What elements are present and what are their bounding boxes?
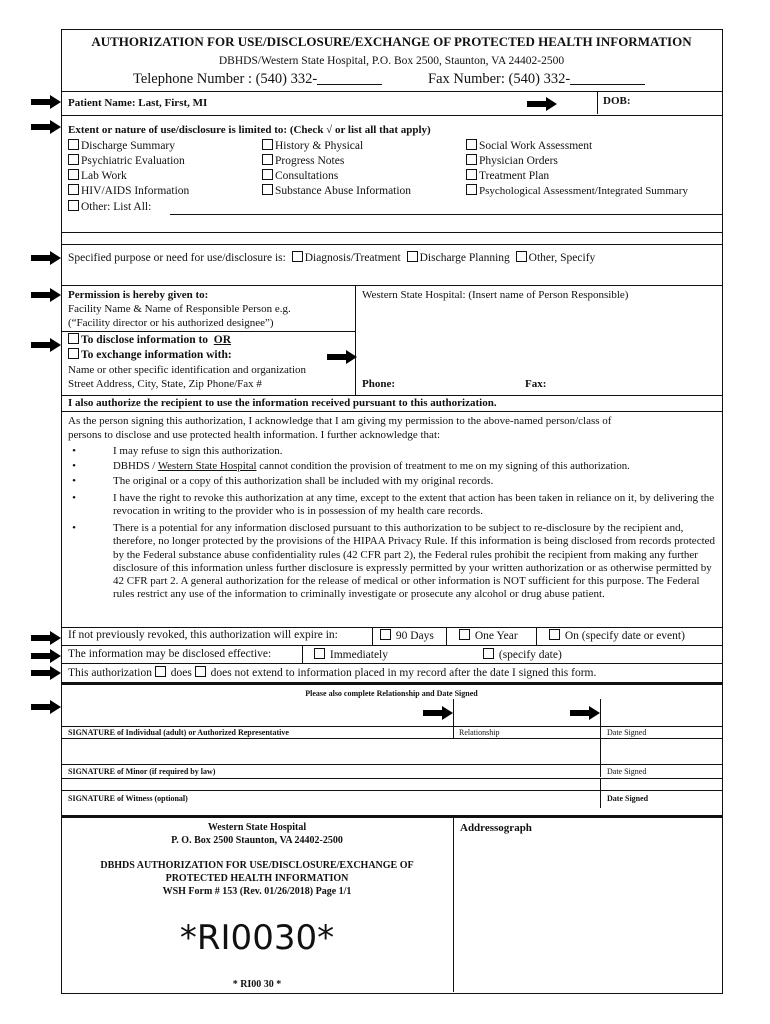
arrow-icon	[31, 251, 61, 265]
header-address: DBHDS/Western State Hospital, P.O. Box 2500, Staunton, VA 24402-2500	[218, 55, 565, 67]
checkbox-lab-work[interactable]: Lab Work	[68, 169, 127, 182]
arrow-icon	[31, 95, 61, 109]
extent-heading: Extent or nature of use/disclosure is limited to: (Check √ or list all that apply)	[68, 124, 431, 136]
checkbox-on-date[interactable]: On (specify date or event)	[549, 629, 685, 642]
bullet: •	[72, 522, 76, 534]
checkbox-does[interactable]: does	[155, 667, 192, 679]
arrow-icon	[423, 706, 453, 720]
signature-minor-label: SIGNATURE of Minor (if required by law)	[68, 767, 216, 776]
fax-label-2: Fax:	[525, 378, 547, 390]
checkbox-history-physical[interactable]: History & Physical	[262, 139, 363, 152]
ack-intro-1: As the person signing this authorization, I acknowledge that I am giving my permission to the above-named person/class of	[68, 415, 612, 427]
ack-bullet-5: There is a potential for any information disclosed pursuant to this authorization to be subject to re-disclosure by the recipient and, therefore, no longer protected by the provisions of the HIPAA Privacy Rule. If this information is being disclosed from records protected by the Federal substance abuse confidentiality rules (42 CFR part 2), the Federal rules prohibit the recipient from making any further disclosure of this information unless further disclosure is expressly permitted by your written authorization or as otherwise permitted by 42 CFR part 2. A general authorization for the release of medical or other information is NOT sufficient for this purpose. The Federal rules restrict any use of the information to criminally investigate or prosecute any alcohol or drug abuse patient.	[113, 522, 716, 601]
fax-label: Fax Number: (540) 332-	[428, 70, 645, 88]
checkbox-discharge-planning[interactable]: Discharge Planning	[404, 252, 510, 264]
patient-name-label: Patient Name: Last, First, MI	[68, 97, 208, 109]
arrow-icon	[570, 706, 600, 720]
checkbox-diagnosis[interactable]: Diagnosis/Treatment	[289, 252, 401, 264]
effective-label: The information may be disclosed effective:	[68, 648, 272, 660]
ack-bullet-3: The original or a copy of this authorization shall be included with my original records.	[113, 475, 494, 487]
footer-form-id: WSH Form # 153 (Rev. 01/26/2018) Page 1/1	[162, 886, 352, 897]
bullet: •	[72, 445, 76, 457]
relationship-label: Relationship	[459, 728, 500, 737]
checkbox-hiv-aids[interactable]: HIV/AIDS Information	[68, 184, 189, 197]
footer-hospital: Western State Hospital	[207, 822, 307, 833]
checkbox-90-days[interactable]: 90 Days	[380, 629, 434, 642]
phone-label: Phone:	[362, 378, 395, 390]
barcode-code: * RI00 30 *	[232, 979, 282, 990]
checkbox-other-specify[interactable]: Other, Specify	[513, 252, 596, 264]
signature-witness-label: SIGNATURE of Witness (optional)	[68, 794, 188, 803]
permission-line1: Facility Name & Name of Responsible Person e.g.	[68, 303, 291, 315]
checkbox-psychiatric-evaluation[interactable]: Psychiatric Evaluation	[68, 154, 185, 167]
checkbox-does-not[interactable]: does not extend to information placed in my record after the date I signed this form.	[195, 667, 597, 679]
footer-pobox: P. O. Box 2500 Staunton, VA 24402-2500	[171, 835, 343, 846]
checkbox-one-year[interactable]: One Year	[459, 629, 518, 642]
permission-heading: Permission is hereby given to:	[68, 289, 209, 301]
checkbox-substance-abuse[interactable]: Substance Abuse Information	[262, 184, 411, 197]
ack-intro-2: persons to disclose and use protected health information. I further acknowledge that:	[68, 429, 441, 441]
addressograph-label: Addressograph	[460, 822, 532, 834]
fax-field[interactable]	[570, 70, 645, 85]
barcode-text: *RI0030*	[179, 918, 335, 958]
signature-witness-field[interactable]	[61, 790, 722, 791]
ack-bullet-2: DBHDS / Western State Hospital cannot condition the provision of treatment to me on my signing of this authorization.	[113, 460, 630, 472]
extend-row: This authorization does does not extend to information placed in my record after the date I signed this form.	[68, 667, 597, 679]
date-signed-label: Date Signed	[607, 728, 647, 737]
checkbox-consultations[interactable]: Consultations	[262, 169, 338, 182]
other-list-field[interactable]	[170, 214, 722, 215]
arrow-icon	[327, 350, 357, 364]
checkbox-psychological-assessment[interactable]: Psychological Assessment/Integrated Summary	[466, 184, 688, 197]
checkbox-specify-date[interactable]: (specify date)	[483, 648, 562, 661]
signature-minor-field[interactable]	[61, 764, 722, 765]
arrow-icon	[31, 631, 61, 645]
arrow-icon	[31, 649, 61, 663]
bullet: •	[72, 492, 76, 504]
checkbox-treatment-plan[interactable]: Treatment Plan	[466, 169, 549, 182]
arrow-icon	[31, 666, 61, 680]
also-authorize: I also authorize the recipient to use the information received pursuant to this authorization.	[68, 397, 497, 409]
arrow-icon	[31, 120, 61, 134]
telephone-field[interactable]	[317, 70, 382, 85]
date-signed-label: Date Signed	[607, 794, 649, 803]
form-title: AUTHORIZATION FOR USE/DISCLOSURE/EXCHANGE OF PROTECTED HEALTH INFORMATION	[91, 34, 692, 49]
checkbox-immediately[interactable]: Immediately	[314, 648, 388, 661]
ack-bullet-1: I may refuse to sign this authorization.	[113, 445, 283, 457]
checkbox-progress-notes[interactable]: Progress Notes	[262, 154, 344, 167]
checkbox-other[interactable]: Other: List All:	[68, 200, 151, 213]
footer-form-title-2: PROTECTED HEALTH INFORMATION	[165, 873, 349, 884]
date-signed-label: Date Signed	[607, 767, 647, 776]
permission-right: Western State Hospital: (Insert name of Person Responsible)	[362, 289, 629, 301]
checkbox-discharge-summary[interactable]: Discharge Summary	[68, 139, 175, 152]
name-identification-label: Name or other specific identification and organization	[68, 364, 307, 376]
checkbox-disclose[interactable]: To disclose information to OR	[68, 333, 231, 346]
permission-line2: (“Facility director or his authorized designee”)	[68, 317, 274, 329]
footer-form-title-1: DBHDS AUTHORIZATION FOR USE/DISCLOSURE/EXCHANGE OF	[100, 860, 414, 871]
signature-individual-field[interactable]	[61, 726, 722, 727]
checkbox-exchange[interactable]: To exchange information with:	[68, 348, 232, 361]
arrow-icon	[31, 288, 61, 302]
signature-individual-label: SIGNATURE of Individual (adult) or Authorized Representative	[68, 728, 289, 737]
checkbox-physician-orders[interactable]: Physician Orders	[466, 154, 558, 167]
address-label: Street Address, City, State, Zip Phone/Fax #	[68, 378, 262, 390]
arrow-icon	[527, 97, 557, 111]
bullet: •	[72, 475, 76, 487]
arrow-icon	[31, 700, 61, 714]
checkbox-social-work[interactable]: Social Work Assessment	[466, 139, 592, 152]
expire-label: If not previously revoked, this authorization will expire in:	[68, 629, 338, 641]
purpose-row: Specified purpose or need for use/disclosure is: Diagnosis/Treatment Discharge Planning Other, Specify	[68, 252, 596, 264]
signature-note: Please also complete Relationship and Date Signed	[305, 689, 478, 698]
bullet: •	[72, 460, 76, 472]
telephone-label: Telephone Number : (540) 332-	[133, 70, 382, 88]
dob-label: DOB:	[603, 95, 631, 107]
ack-bullet-4: I have the right to revoke this authorization at any time, except to the extent that action has been taken in reliance on it, by delivering the revocation in writing to the provider who is in possession of my health care records.	[113, 492, 715, 518]
arrow-icon	[31, 338, 61, 352]
